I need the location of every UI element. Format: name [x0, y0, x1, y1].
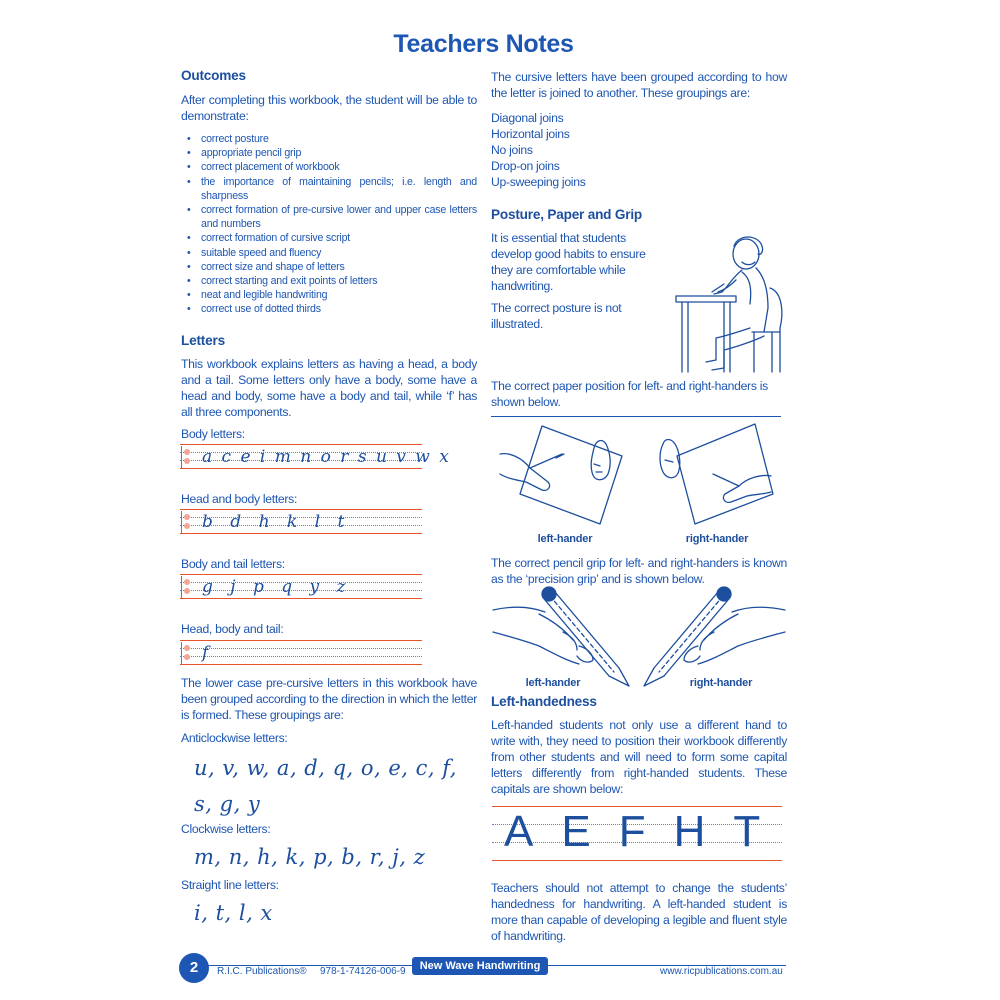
- right-hander-grip-illustration: [640, 584, 785, 688]
- section-divider: [491, 416, 781, 417]
- body-letters-sample: a c e i m n o r s u v w x: [202, 447, 451, 467]
- list-item: • correct use of dotted thirds: [201, 302, 477, 316]
- list-item: Up-sweeping joins: [491, 175, 586, 189]
- isbn: 978-1-74126-006-9: [320, 966, 406, 977]
- left-hander-caption-1: left-hander: [537, 533, 593, 545]
- page-title: Teachers Notes: [393, 30, 574, 58]
- anticlockwise-letters-line2: s, g, y: [194, 792, 261, 816]
- list-item: • correct formation of cursive script: [201, 231, 477, 245]
- joins-list: [491, 110, 787, 190]
- joins-intro: The cursive letters have been grouped according to how the letter is joined to another. These groupings are:: [491, 70, 787, 100]
- body-tail-letters-guide: [180, 574, 422, 600]
- list-item: Diagonal joins: [491, 111, 564, 125]
- publisher-name: R.I.C. Publications®: [217, 966, 307, 977]
- head-body-letters-guide: [180, 509, 422, 535]
- grouping-intro: The lower case pre-cursive letters in this workbook have been grouped according to the direction in which the letter is formed. These groupings are:: [181, 676, 477, 722]
- right-hander-paper-illustration: [655, 420, 775, 528]
- head-body-tail-label: Head, body and tail:: [181, 622, 284, 636]
- list-item: • correct formation of pre-cursive lower and upper case letters and numbers: [201, 203, 477, 231]
- letters-section: [181, 333, 477, 420]
- capitals-guide: [492, 806, 789, 862]
- posture-heading: Posture, Paper and Grip: [491, 207, 643, 222]
- body-tail-letters-label: Body and tail letters:: [181, 557, 285, 571]
- left-hander-paper-illustration: [496, 420, 626, 528]
- pencil-grip-text: The correct pencil grip for left- and right-handers is known as the ‘precision grip’ and is shown below.: [491, 556, 787, 586]
- left-hander-grip-illustration: [493, 584, 633, 688]
- clockwise-letters: m, n, h, k, p, b, r, j, z: [194, 845, 426, 869]
- head-body-letters-label: Head and body letters:: [181, 492, 298, 506]
- list-item: • correct size and shape of letters: [201, 260, 477, 274]
- right-column: [491, 66, 787, 190]
- anticlockwise-letters-line1: u, v, w, a, d, q, o, e, c, f,: [194, 756, 457, 780]
- left-handedness-text-2: Teachers should not attempt to change the students’ handedness for handwriting. A left-handed student is more than capable of developing a legible and fluent style of handwriting.: [491, 881, 787, 943]
- list-item: • correct posture: [201, 132, 477, 146]
- straight-letters: i, t, l, x: [194, 901, 273, 925]
- website: www.ricpublications.com.au: [660, 966, 783, 977]
- paper-position-text: The correct paper position for left- and right-handers is shown below.: [491, 379, 768, 409]
- head-body-letters-sample: b d h k l t: [202, 512, 351, 532]
- body-letters-label: Body letters:: [181, 427, 245, 441]
- left-hander-caption-2: left-hander: [525, 677, 581, 689]
- list-item: • the importance of maintaining pencils; i.e. length and sharpness: [201, 175, 477, 203]
- body-letters-guide: [180, 444, 451, 470]
- left-hand-capitals-sample: AEFHT: [504, 807, 789, 856]
- outcomes-heading: Outcomes: [181, 68, 246, 83]
- left-handedness-heading: Left-handedness: [491, 694, 597, 709]
- outcomes-intro: After completing this workbook, the student will be able to demonstrate:: [181, 93, 477, 123]
- list-item: • neat and legible handwriting: [201, 288, 477, 302]
- grouping-section: [181, 675, 477, 723]
- page-number: 2: [179, 953, 209, 983]
- posture-text-1: It is essential that students develop good habits to ensure they are comfortable while handwriting.: [491, 231, 646, 293]
- student-posture-illustration: [672, 232, 790, 378]
- right-hander-caption-1: right-hander: [685, 533, 749, 545]
- body-tail-letters-sample: g j p q y z: [202, 577, 352, 597]
- outcomes-list: [181, 132, 477, 317]
- list-item: • suitable speed and fluency: [201, 246, 477, 260]
- list-item: Drop-on joins: [491, 159, 560, 173]
- left-column: [181, 66, 477, 317]
- letters-intro: This workbook explains letters as having a head, a body and a tail. Some letters only have a body, some have a head and body, some have a body and tail, while ‘f’ has all three components.: [181, 357, 477, 419]
- head-body-tail-guide: [180, 640, 422, 666]
- series-title: New Wave Handwriting: [412, 957, 548, 975]
- left-handedness-text-1: Left-handed students not only use a different hand to write with, they need to position their workbook differently from other students and will need to form some capital letters differently from right-handed students. These capitals are shown below:: [491, 718, 787, 796]
- list-item: No joins: [491, 143, 533, 157]
- posture-text-2: The correct posture is not illustrated.: [491, 301, 622, 331]
- list-item: Horizontal joins: [491, 127, 570, 141]
- list-item: • correct placement of workbook: [201, 160, 477, 174]
- clockwise-label: Clockwise letters:: [181, 822, 271, 836]
- list-item: • correct starting and exit points of letters: [201, 274, 477, 288]
- letters-heading: Letters: [181, 333, 225, 348]
- list-item: • appropriate pencil grip: [201, 146, 477, 160]
- right-hander-caption-2: right-hander: [689, 677, 753, 689]
- head-body-tail-sample: f: [202, 643, 211, 663]
- straight-label: Straight line letters:: [181, 878, 279, 892]
- anticlockwise-label: Anticlockwise letters:: [181, 731, 288, 745]
